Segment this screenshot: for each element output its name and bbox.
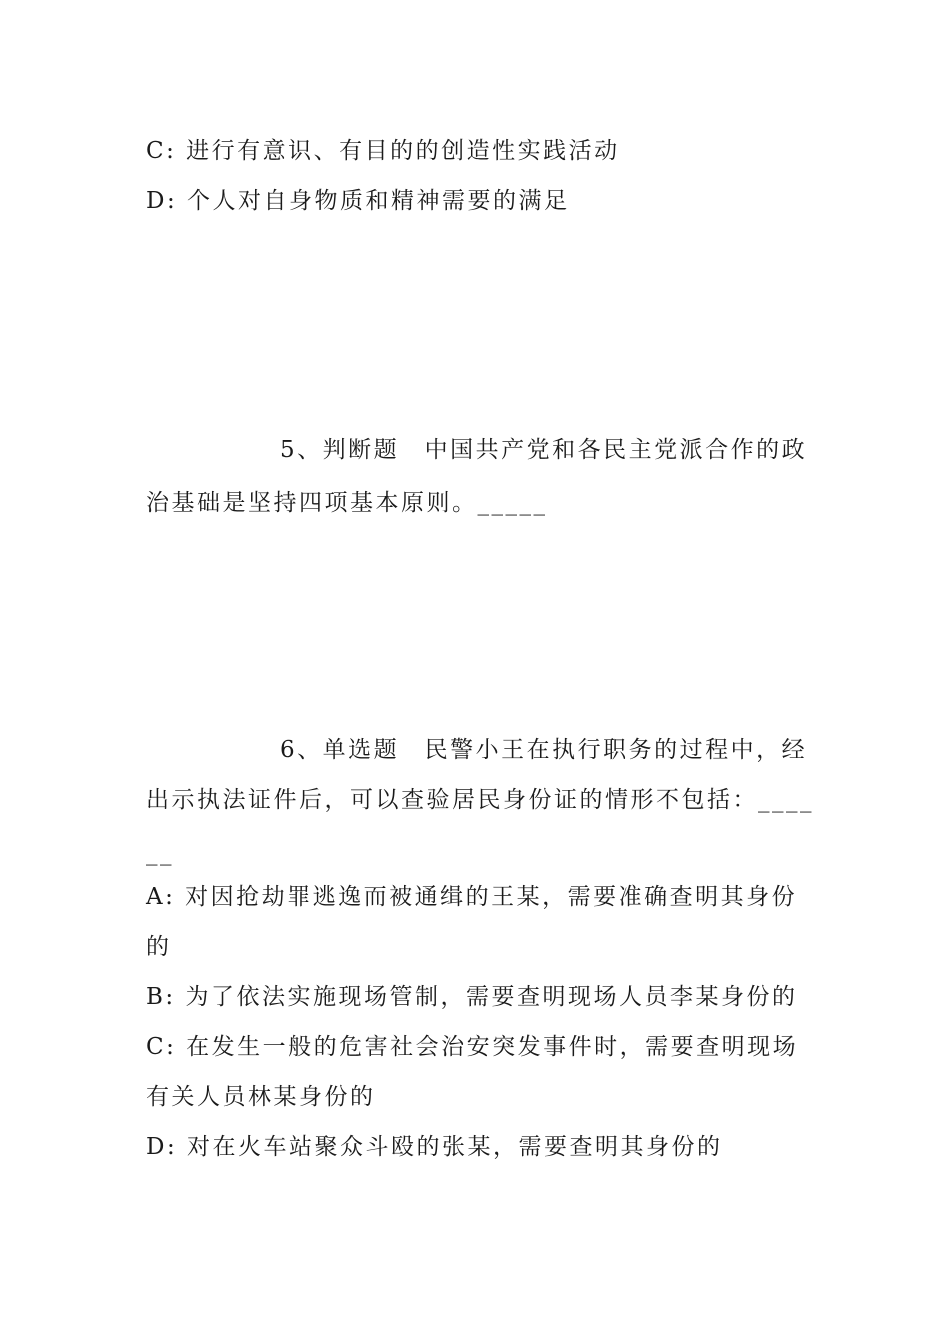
q6-option-a-line2: 的 bbox=[146, 934, 172, 960]
q6-option-d: D: 对在火车站聚众斗殴的张某，需要查明其身份的 bbox=[146, 1134, 723, 1160]
q6-stem-text: 出示执法证件后，可以查验居民身份证的情形不包括： bbox=[146, 787, 758, 813]
q6-stem-line1: 6、单选题 民警小王在执行职务的过程中，经 bbox=[280, 737, 808, 763]
q5-stem-line1: 5、判断题 中国共产党和各民主党派合作的政 bbox=[280, 437, 808, 463]
prev-option-d: D: 个人对自身物质和精神需要的满足 bbox=[146, 188, 570, 214]
q6-answer-blank-a: ____ bbox=[758, 787, 814, 813]
q6-option-c-line1: C: 在发生一般的危害社会治安突发事件时，需要查明现场 bbox=[146, 1034, 799, 1060]
prev-option-c: C: 进行有意识、有目的的创造性实践活动 bbox=[146, 138, 620, 164]
q5-answer-blank: _____ bbox=[477, 490, 548, 516]
q6-option-b: B: 为了依法实施现场管制，需要查明现场人员李某身份的 bbox=[146, 984, 798, 1010]
q6-stem-line2 bbox=[146, 785, 814, 815]
q6-answer-blank-b: __ bbox=[146, 840, 174, 866]
q5-stem-line2 bbox=[146, 488, 548, 518]
q6-option-c-line2: 有关人员林某身份的 bbox=[146, 1084, 376, 1110]
q6-option-a-line1: A: 对因抢劫罪逃逸而被通缉的王某，需要准确查明其身份 bbox=[146, 884, 798, 910]
q5-stem-text: 治基础是坚持四项基本原则。 bbox=[146, 490, 478, 516]
